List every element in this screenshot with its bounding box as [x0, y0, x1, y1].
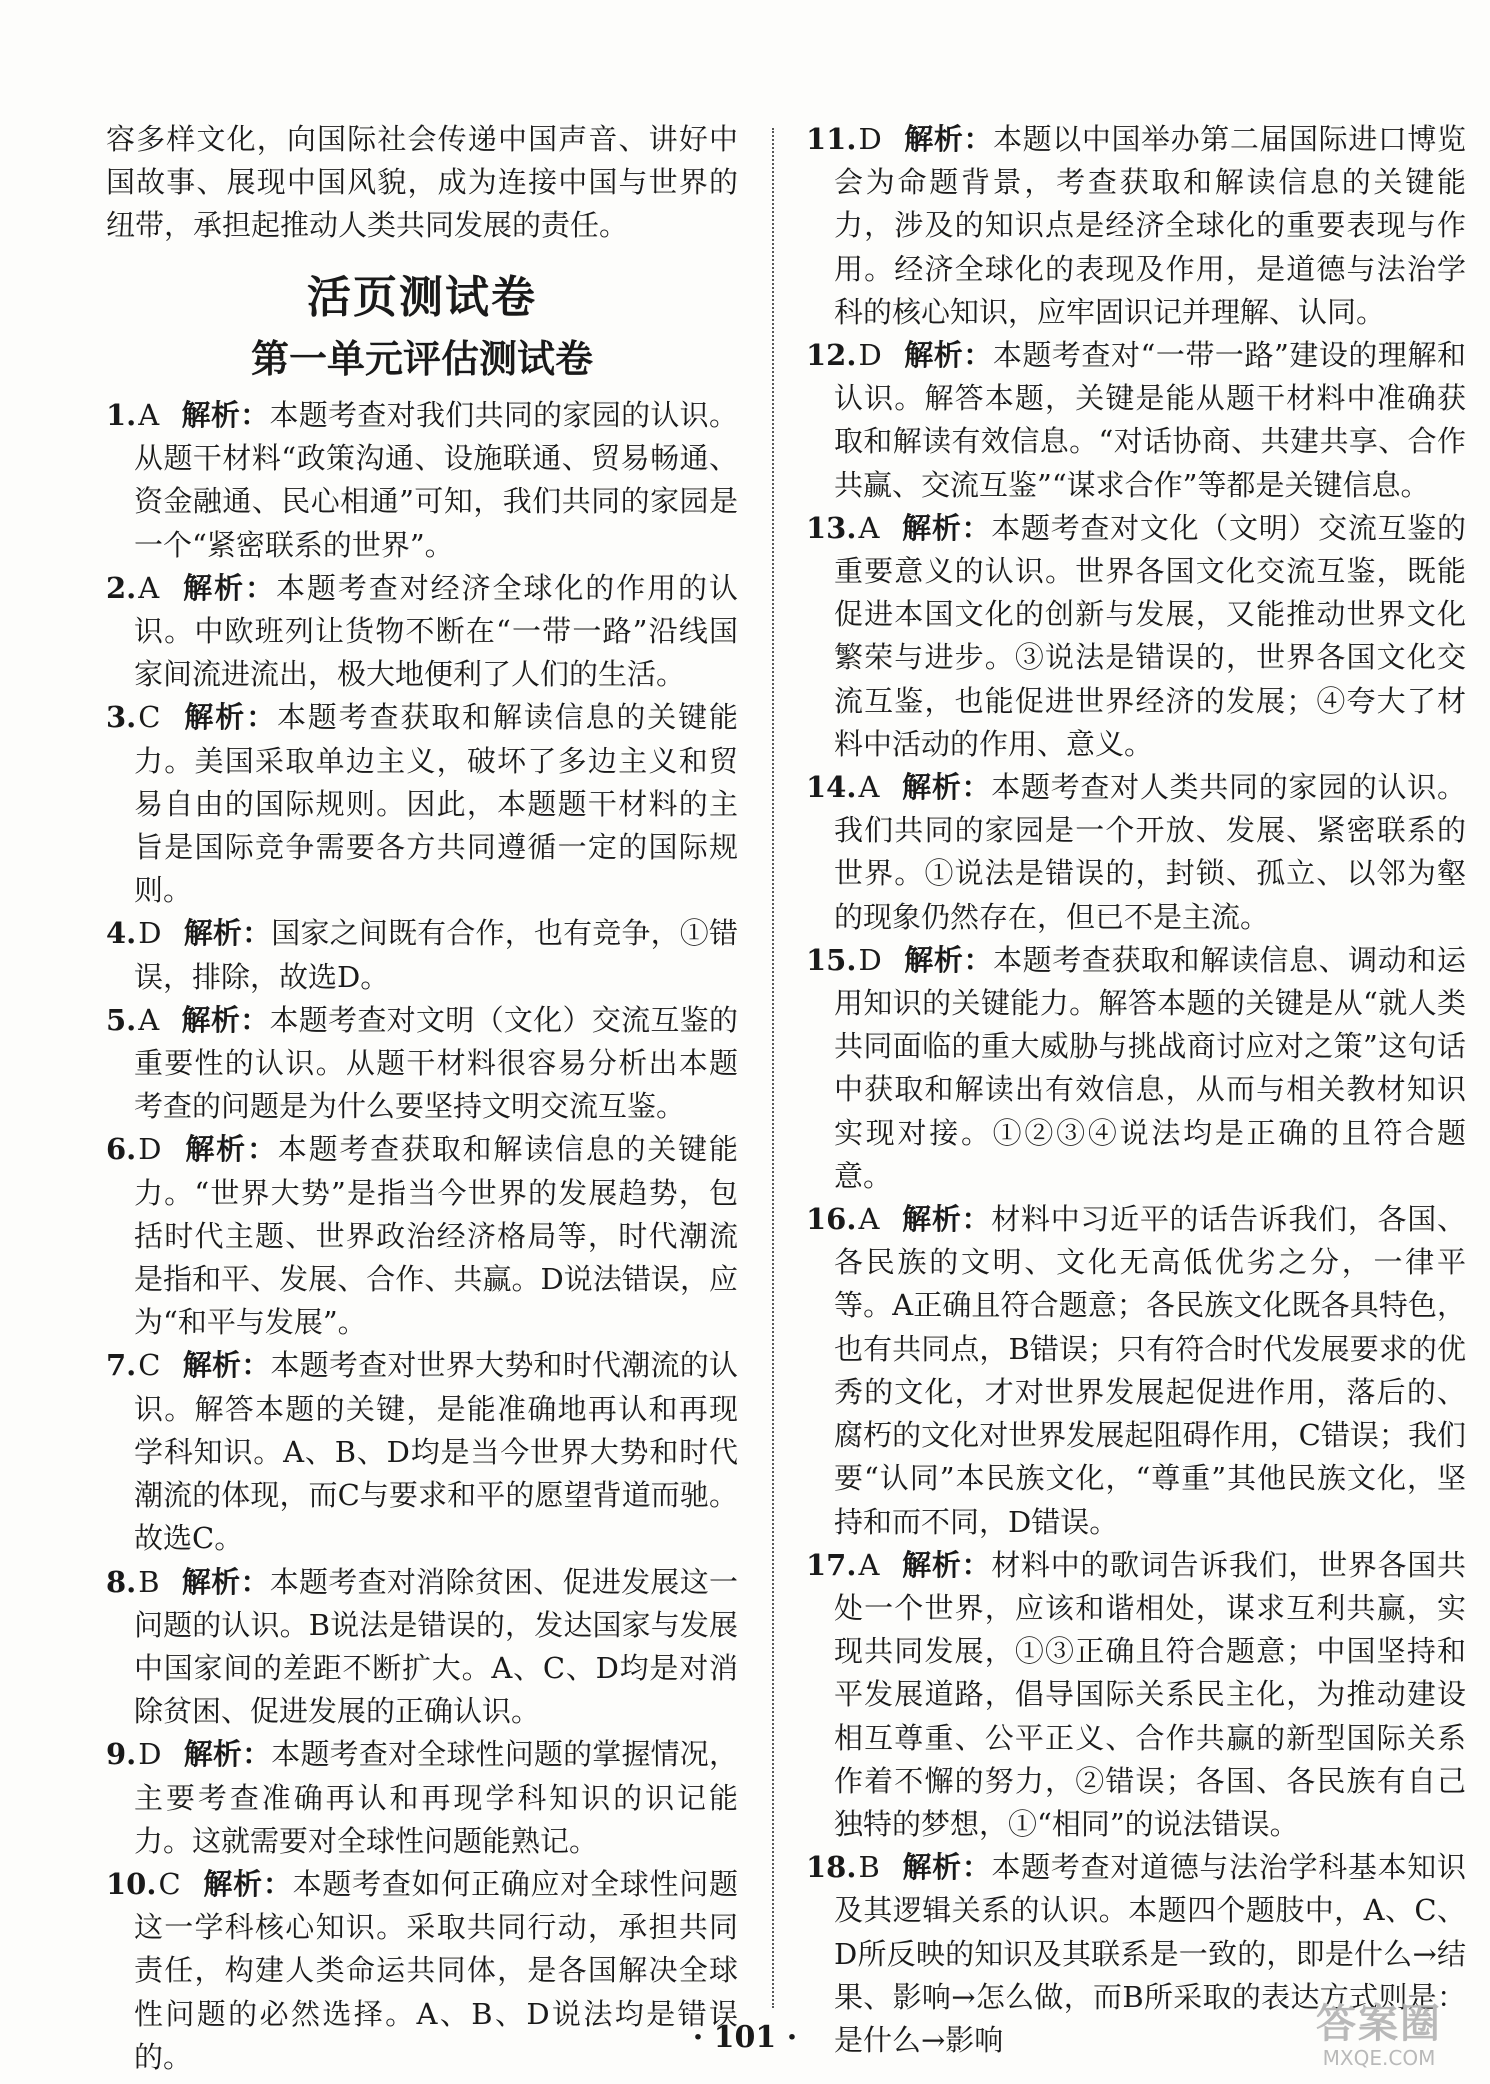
- column-divider: [772, 128, 774, 2008]
- answer-number: 3.: [106, 700, 137, 735]
- answer-choice: D: [138, 1132, 162, 1167]
- answer-explanation: 本题考查对文明（文化）交流互鉴的重要性的认识。从题干材料很容易分析出本题考查的问题是为什么要坚持文明交流互鉴。: [134, 1002, 738, 1124]
- intro-paragraph: 容多样文化，向国际社会传递中国声音、讲好中国故事、展现中国风貌，成为连接中国与世界的纽带，承担起推动人类共同发展的责任。: [106, 122, 738, 243]
- answer-choice: D: [858, 122, 882, 156]
- answer-explanation: 本题考查对道德与法治学科基本知识及其逻辑关系的认识。本题四个题肢中，A、C、D所反映的知识及其联系是一致的，即是什么→结果、影响→怎么做，而B所采取的表达方式则是：是什么→影响: [834, 1850, 1466, 2057]
- analysis-label: 解析：: [901, 770, 992, 805]
- answer-item: [106, 1733, 738, 1863]
- answer-item: [806, 1544, 1466, 1846]
- answer-item: [806, 1198, 1466, 1544]
- analysis-label: 解析：: [901, 1850, 992, 1885]
- page-number: · 101 ·: [692, 2020, 798, 2055]
- answer-explanation: 本题考查获取和解读信息的关键能力。“世界大势”是指当今世界的发展趋势，包括时代主题、世界政治经济格局等，时代潮流是指和平、发展、合作、共赢。D说法错误，应为“和平与发展”。: [134, 1132, 738, 1340]
- answer-number: 14.: [806, 770, 857, 805]
- answer-choice: D: [138, 916, 162, 951]
- analysis-label: 解析：: [182, 1348, 271, 1383]
- answer-item: [806, 334, 1466, 507]
- answer-explanation: 本题考查对“一带一路”建设的理解和认识。解答本题，关键是能从题干材料中准确获取和解读有效信息。“对话协商、共建共享、合作共赢、交流互鉴”“谋求合作”等都是关键信息。: [834, 338, 1466, 502]
- answer-item: [106, 1561, 738, 1734]
- answer-number: 13.: [806, 510, 857, 545]
- answer-number: 5.: [106, 1002, 137, 1037]
- answer-item: [106, 912, 738, 998]
- answer-choice: A: [858, 510, 880, 545]
- answer-item: [806, 118, 1466, 334]
- answer-choice: D: [138, 1737, 162, 1772]
- analysis-label: 解析：: [901, 1547, 992, 1582]
- analysis-label: 解析：: [202, 1866, 293, 1901]
- answer-explanation: 本题考查如何正确应对全球性问题这一学科核心知识。采取共同行动，承担共同责任，构建人类命运共同体，是各国解决全球性问题的必然选择。A、B、D说法均是错误的。: [134, 1866, 738, 2074]
- answer-explanation: 本题考查对消除贫困、促进发展这一问题的认识。B说法是错误的，发达国家与发展中国家间的差距不断扩大。A、C、D均是对消除贫困、促进发展的正确认识。: [134, 1564, 738, 1729]
- answer-number: 8.: [106, 1564, 137, 1599]
- analysis-label: 解析：: [903, 942, 994, 977]
- section-title: 活页测试卷: [307, 271, 537, 323]
- answer-item: [106, 696, 738, 912]
- answer-explanation: 本题考查对文化（文明）交流互鉴的重要意义的认识。世界各国文化交流互鉴，既能促进本国文化的创新与发展，又能推动世界文化繁荣与进步。③说法是错误的，世界各国文化交流互鉴，也能促进世界经济的发展；④夸大了材料中活动的作用、意义。: [834, 510, 1466, 761]
- answer-item: [806, 939, 1466, 1198]
- answer-item: [806, 507, 1466, 766]
- right-answer-list: [806, 118, 1466, 2062]
- analysis-label: 解析：: [181, 1002, 270, 1037]
- answer-item: [806, 766, 1466, 939]
- answer-explanation: 本题考查对我们共同的家园的认识。从题干材料“政策沟通、设施联通、贸易畅通、资金融通、民心相通”可知，我们共同的家园是一个“紧密联系的世界”。: [134, 398, 738, 562]
- answer-item: [106, 1128, 738, 1344]
- answer-choice: A: [138, 570, 160, 605]
- answer-item: [106, 1344, 738, 1560]
- answer-number: 9.: [106, 1737, 137, 1772]
- analysis-label: 解析：: [181, 570, 276, 605]
- answer-choice: A: [138, 398, 160, 433]
- answer-number: 2.: [106, 570, 137, 605]
- answer-number: 7.: [106, 1348, 137, 1383]
- analysis-label: 解析：: [183, 916, 272, 951]
- answer-number: 4.: [106, 916, 137, 951]
- answer-number: 15.: [806, 942, 857, 977]
- answer-number: 17.: [806, 1547, 857, 1582]
- analysis-label: 解析：: [183, 1132, 278, 1167]
- answer-explanation: 本题考查对经济全球化的作用的认识。中欧班列让货物不断在“一带一路”沿线国家间流进流出，极大地便利了人们的生活。: [134, 570, 738, 692]
- answer-explanation: 本题以中国举办第二届国际进口博览会为命题背景，考查获取和解读信息的关键能力，涉及的知识点是经济全球化的重要表现与作用。经济全球化的表现及作用，是道德与法治学科的核心知识，应牢固识记并理解、认同。: [834, 122, 1466, 329]
- answer-number: 16.: [806, 1202, 857, 1237]
- answer-choice: A: [858, 1202, 880, 1237]
- answer-choice: B: [138, 1564, 160, 1599]
- answer-number: 11.: [806, 122, 857, 156]
- watermark-mark: 答案圈: [1316, 2001, 1442, 2047]
- analysis-label: 解析：: [903, 338, 993, 373]
- answer-explanation: 国家之间既有合作，也有竞争，①错误，排除，故选D。: [134, 916, 738, 994]
- answer-item: [106, 999, 738, 1129]
- analysis-label: 解析：: [901, 1202, 992, 1237]
- answer-choice: A: [858, 1547, 880, 1582]
- right-column: [806, 118, 1466, 2062]
- analysis-label: 解析：: [901, 510, 992, 545]
- answer-number: 1.: [106, 398, 137, 433]
- answer-choice: C: [138, 700, 161, 735]
- left-column: [106, 118, 738, 2079]
- answer-item: [106, 394, 738, 567]
- answer-explanation: 本题考查对世界大势和时代潮流的认识。解答本题的关键，是能准确地再认和再现学科知识。A、B、D均是当今世界大势和时代潮流的体现，而C与要求和平的愿望背道而驰。故选C。: [134, 1348, 738, 1556]
- answer-number: 10.: [106, 1866, 157, 1901]
- answer-explanation: 本题考查获取和解读信息的关键能力。美国采取单边主义，破坏了多边主义和贸易自由的国际规则。因此，本题题干材料的主旨是国际竞争需要各方共同遵循一定的国际规则。: [134, 700, 738, 908]
- answer-choice: B: [858, 1850, 880, 1885]
- answer-number: 18.: [806, 1850, 857, 1885]
- analysis-label: 解析：: [903, 122, 994, 156]
- left-answer-list: [106, 394, 738, 2079]
- analysis-label: 解析：: [181, 398, 270, 433]
- analysis-label: 解析：: [181, 1564, 270, 1599]
- answer-choice: A: [858, 770, 880, 805]
- answer-choice: C: [138, 1348, 161, 1383]
- answer-explanation: 材料中习近平的话告诉我们，各国、各民族的文明、文化无高低优劣之分，一律平等。A正确且符合题意；各民族文化既各具特色，也有共同点，B错误；只有符合时代发展要求的优秀的文化，才对世界发展起促进作用，落后的、腐朽的文化对世界发展起阻碍作用，C错误；我们要“认同”本民族文化，“尊重”其他民族文化，坚持和而不同，D错误。: [834, 1202, 1466, 1539]
- answer-number: 6.: [106, 1132, 137, 1167]
- answer-explanation: 本题考查获取和解读信息、调动和运用知识的关键能力。解答本题的关键是从“就人类共同面临的重大威胁与挑战商讨应对之策”这句话中获取和解读出有效信息，从而与相关教材知识实现对接。①②③④说法均是正确的且符合题意。: [834, 942, 1466, 1193]
- watermark-logo: [1284, 2002, 1474, 2072]
- answer-choice: C: [158, 1866, 181, 1901]
- analysis-label: 解析：: [182, 700, 277, 735]
- answer-choice: D: [858, 942, 882, 977]
- answer-choice: A: [138, 1002, 160, 1037]
- answer-explanation: 材料中的歌词告诉我们，世界各国共处一个世界，应该和谐相处，谋求互利共赢，实现共同发展，①③正确且符合题意；中国坚持和平发展道路，倡导国际关系民主化，为推动建设相互尊重、公平正义、合作共赢的新型国际关系作着不懈的努力，②错误；各国、各民族有自己独特的梦想，①“相同”的说法错误。: [834, 1547, 1466, 1841]
- answer-explanation: 本题考查对全球性问题的掌握情况，主要考查准确再认和再现学科知识的识记能力。这就需要对全球性问题能熟记。: [134, 1737, 738, 1858]
- watermark-url: MXQE.COM: [1322, 2046, 1436, 2070]
- unit-title: 第一单元评估测试卷: [250, 335, 593, 381]
- answer-explanation: 本题考查对人类共同的家园的认识。我们共同的家园是一个开放、发展、紧密联系的世界。①说法是错误的，封锁、孤立、以邻为壑的现象仍然存在，但已不是主流。: [834, 770, 1466, 934]
- answer-item: [106, 567, 738, 697]
- analysis-label: 解析：: [183, 1737, 272, 1772]
- answer-number: 12.: [806, 338, 857, 373]
- answer-choice: D: [858, 338, 882, 373]
